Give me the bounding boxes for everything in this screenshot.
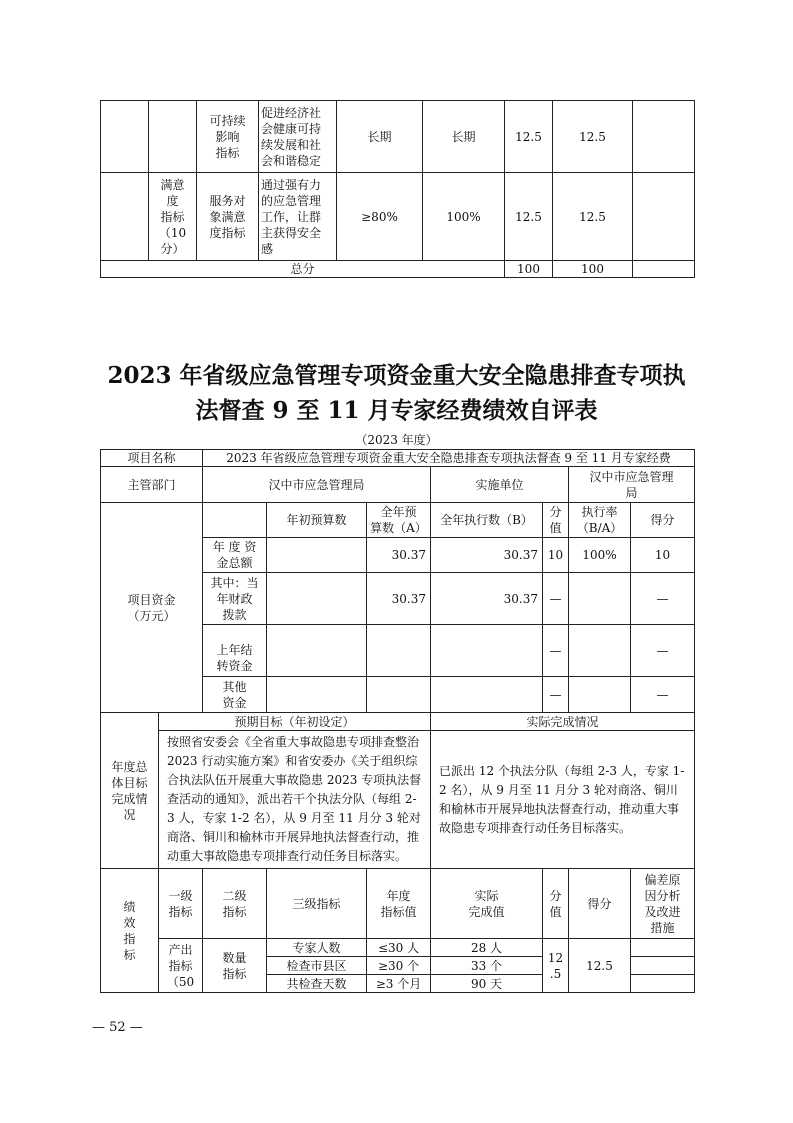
cell-l2-empty — [149, 101, 197, 173]
perf-header-actual: 实际 完成值 — [431, 869, 543, 939]
perf-header-l2: 二级 指标 — [203, 869, 267, 939]
funds-row-initial — [267, 677, 367, 713]
table-row — [101, 467, 695, 503]
perf-row-l3: 专家人数 — [267, 939, 367, 957]
perf-header-l3: 三级指标 — [267, 869, 367, 939]
impl-label: 实施单位 — [431, 467, 569, 503]
table-row — [101, 713, 695, 731]
funds-row-name: 年 度 资 金总额 — [203, 538, 267, 573]
indicator-level2: 满意 度 指标 （10 分） — [149, 173, 197, 261]
page-title-line1: 2023 年省级应急管理专项资金重大安全隐患排查专项执 — [107, 362, 686, 389]
funds-row-initial — [267, 538, 367, 573]
indicator-note — [633, 101, 695, 173]
indicator-weight: 12.5 — [505, 101, 553, 173]
goal-expected-label: 预期目标（年初设定） — [159, 713, 431, 731]
self-evaluation-table — [100, 449, 695, 993]
funds-row-name: 其中：当 年财政 拨款 — [203, 573, 267, 625]
table-row — [101, 731, 695, 869]
perf-l1-value: 产出 指标 （50 — [159, 939, 203, 993]
table-row — [101, 450, 695, 467]
page-subtitle-year: （2023 年度） — [355, 433, 438, 447]
funds-row-initial — [267, 625, 367, 677]
funds-row-name: 其他 资金 — [203, 677, 267, 713]
funds-header-executed: 全年执行数（B） — [431, 503, 543, 538]
perf-row-note — [631, 975, 695, 993]
project-name-label: 项目名称 — [101, 450, 203, 467]
funds-row-executed: 30.37 — [431, 538, 543, 573]
funds-row-rate: 100% — [569, 538, 631, 573]
table-row — [101, 869, 695, 939]
perf-row-target: ≥30 个 — [367, 957, 431, 975]
cell-l1-empty — [101, 101, 149, 173]
perf-label: 绩 效 指 标 — [101, 869, 159, 993]
funds-row-annual — [367, 625, 431, 677]
perf-row-actual: 33 个 — [431, 957, 543, 975]
funds-row-name: 上年结 转资金 — [203, 625, 267, 677]
funds-row-score: 10 — [631, 538, 695, 573]
funds-row-annual — [367, 677, 431, 713]
table-row — [101, 939, 695, 957]
indicator-score: 12.5 — [553, 101, 633, 173]
perf-row-target: ≥3 个月 — [367, 975, 431, 993]
indicator-actual: 长期 — [423, 101, 505, 173]
table-row — [101, 173, 695, 261]
top-continuation-table — [100, 100, 695, 278]
table-row — [101, 503, 695, 538]
page-title-line2: 法督查 9 至 11 月专家经费绩效自评表 — [195, 397, 598, 424]
indicator-level3: 可持续 影响 指标 — [197, 101, 259, 173]
funds-row-executed: 30.37 — [431, 573, 543, 625]
perf-header-target: 年度 指标值 — [367, 869, 431, 939]
perf-l2-value: 数量 指标 — [203, 939, 267, 993]
perf-weight: 12 .5 — [543, 939, 569, 993]
goal-expected-text: 按照省安委会《全省重大事故隐患专项排查整治 2023 行动实施方案》和省安委办《关于组织综合执法队伍开展重大事故隐患 2023 专项执法督查活动的通知》，派出若干个执法分队（每组 2-3 人，专家 1-2 名），从 9 月至 11 月分 3 轮对商洛、铜川和榆林市开展异地执法督查行动，推动重大事故隐患专项排查行动任务目标落实。 — [159, 731, 431, 869]
goal-label: 年度总 体目标 完成情 况 — [101, 713, 159, 869]
funds-row-score: — — [631, 625, 695, 677]
funds-row-weight: — — [543, 573, 569, 625]
perf-score: 12.5 — [569, 939, 631, 993]
funds-row-score: — — [631, 573, 695, 625]
total-score: 100 — [553, 261, 633, 278]
funds-row-executed — [431, 625, 543, 677]
cell-l1-empty — [101, 173, 149, 261]
impl-value: 汉中市应急管理 局 — [569, 467, 695, 503]
table-row — [101, 101, 695, 173]
total-label: 总分 — [101, 261, 505, 278]
perf-row-l3: 检查市县区 — [267, 957, 367, 975]
funds-row-score: — — [631, 677, 695, 713]
perf-header-l1: 一级 指标 — [159, 869, 203, 939]
funds-header-rate: 执行率 （B/A） — [569, 503, 631, 538]
page-number: — 52 — — [92, 1020, 143, 1035]
perf-row-l3: 共检查天数 — [267, 975, 367, 993]
perf-row-target: ≤30 人 — [367, 939, 431, 957]
indicator-desc: 通过强有力 的应急管理 工作，让群 主获得安全 感 — [259, 173, 337, 261]
funds-row-weight: 10 — [543, 538, 569, 573]
perf-row-actual: 28 人 — [431, 939, 543, 957]
goal-actual-label: 实际完成情况 — [431, 713, 695, 731]
funds-row-weight: — — [543, 677, 569, 713]
perf-row-note — [631, 939, 695, 957]
indicator-actual: 100% — [423, 173, 505, 261]
funds-header-annual: 全年预 算数（A） — [367, 503, 431, 538]
funds-header-name — [203, 503, 267, 538]
perf-row-note — [631, 957, 695, 975]
perf-row-actual: 90 天 — [431, 975, 543, 993]
perf-header-score: 得分 — [569, 869, 631, 939]
indicator-note — [633, 173, 695, 261]
total-note — [633, 261, 695, 278]
funds-header-weight: 分 值 — [543, 503, 569, 538]
total-row — [101, 261, 695, 278]
indicator-desc: 促进经济社 会健康可持 续发展和社 会和谐稳定 — [259, 101, 337, 173]
funds-row-rate — [569, 677, 631, 713]
total-weight: 100 — [505, 261, 553, 278]
funds-header-score: 得分 — [631, 503, 695, 538]
funds-row-initial — [267, 573, 367, 625]
indicator-score: 12.5 — [553, 173, 633, 261]
goal-actual-text: 已派出 12 个执法分队（每组 2-3 人，专家 1-2 名），从 9 月至 11 月分 3 轮对商洛、铜川和榆林市开展异地执法督查行动，推动重大事故隐患专项排查行动任务目标落实。 — [431, 731, 695, 869]
dept-value: 汉中市应急管理局 — [203, 467, 431, 503]
dept-label: 主管部门 — [101, 467, 203, 503]
funds-row-executed — [431, 677, 543, 713]
funds-row-weight: — — [543, 625, 569, 677]
funds-row-annual: 30.37 — [367, 573, 431, 625]
perf-header-weight: 分 值 — [543, 869, 569, 939]
indicator-weight: 12.5 — [505, 173, 553, 261]
funds-header-initial: 年初预算数 — [267, 503, 367, 538]
perf-header-note: 偏差原 因分析 及改进 措施 — [631, 869, 695, 939]
funds-row-annual: 30.37 — [367, 538, 431, 573]
project-name-value: 2023 年省级应急管理专项资金重大安全隐患排查专项执法督查 9 至 11 月专家经费 — [203, 450, 695, 467]
indicator-target: ≥80% — [337, 173, 423, 261]
funds-label: 项目资金 （万元） — [101, 503, 203, 713]
funds-row-rate — [569, 573, 631, 625]
indicator-target: 长期 — [337, 101, 423, 173]
indicator-level3: 服务对 象满意 度指标 — [197, 173, 259, 261]
funds-row-rate — [569, 625, 631, 677]
